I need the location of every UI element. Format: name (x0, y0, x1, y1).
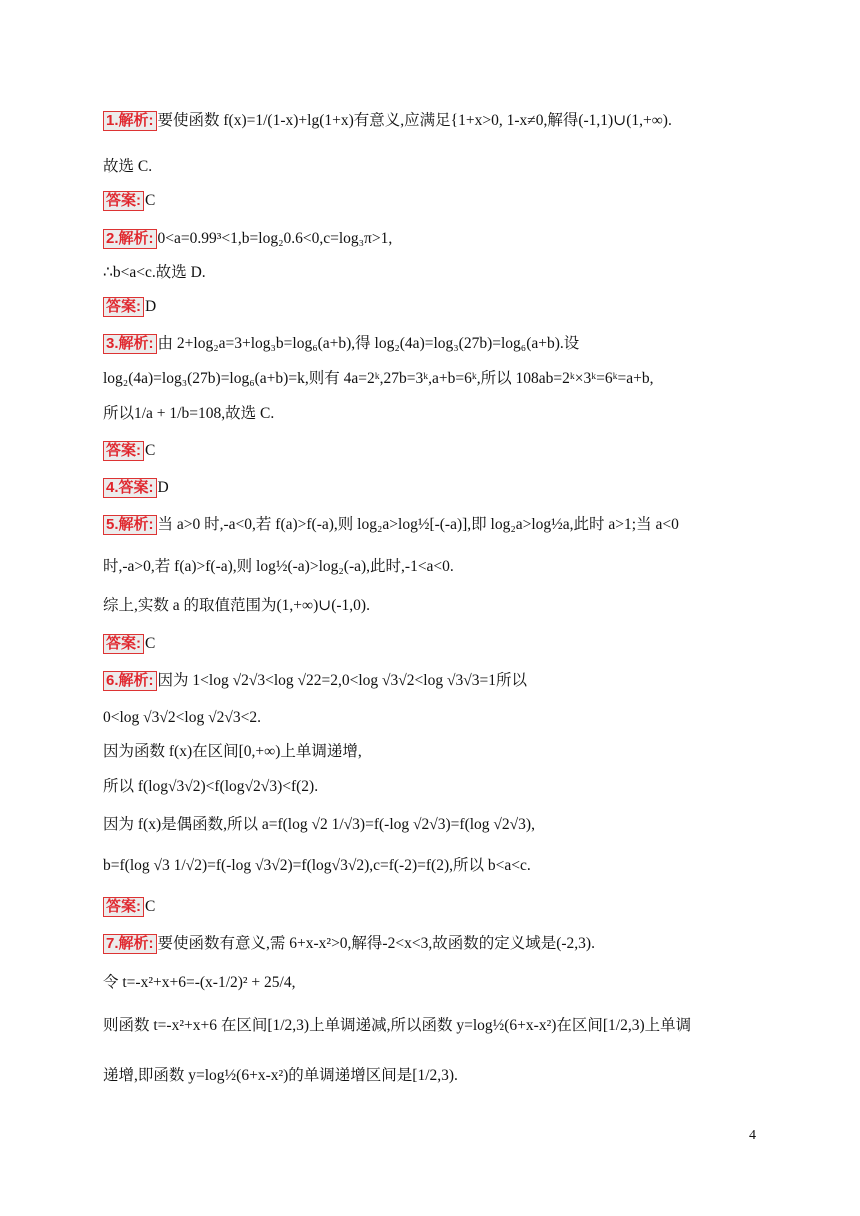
text-line (103, 741, 763, 763)
text-line (103, 514, 763, 536)
text-line (103, 156, 763, 178)
page-number: 4 (749, 1128, 756, 1143)
answer-label: 答案: (103, 441, 144, 461)
line-text: 则函数 t=-x²+x+6 在区间[1/2,3)上单调递减,所以函数 y=log½(6+x-x²)在区间[1/2,3)上单调 (103, 1017, 692, 1034)
text-line (103, 440, 763, 462)
line-text: 递增,即函数 y=log½(6+x-x²)的单调递增区间是[1/2,3). (103, 1067, 458, 1084)
line-text: 要使函数 f(x)=1/(1-x)+lg(1+x)有意义,应满足{1+x>0, 1-x≠0,解得(-1,1)∪(1,+∞). (157, 112, 672, 129)
line-text: C (145, 442, 156, 459)
line-text: 0<a=0.99³<1,b=log₂0.6<0,c=log₃π>1, (157, 230, 393, 247)
text-line (103, 896, 763, 918)
line-text: 要使函数有意义,需 6+x-x²>0,解得-2<x<3,故函数的定义域是(-2,3). (157, 935, 595, 952)
answer-label: 答案: (103, 297, 144, 317)
answer-label: 4.答案: (103, 478, 157, 498)
line-text: C (145, 635, 156, 652)
text-line (103, 595, 763, 617)
text-line (103, 707, 763, 729)
analysis-label: 5.解析: (103, 515, 157, 535)
line-text: b=f(log √3 1/√2)=f(-log √3√2)=f(log√3√2),c=f(-2)=f(2),所以 b<a<c. (103, 857, 531, 874)
line-text: 综上,实数 a 的取值范围为(1,+∞)∪(-1,0). (103, 597, 370, 614)
line-text: log₂(4a)=log₃(27b)=log₆(a+b)=k,则有 4a=2ᵏ,27b=3ᵏ,a+b=6ᵏ,所以 108ab=2ᵏ×3ᵏ=6ᵏ=a+b, (103, 370, 654, 387)
line-text: 0<log √3√2<log √2√3<2. (103, 709, 261, 726)
text-line (103, 814, 763, 836)
text-line (103, 633, 763, 655)
line-text: 因为 1<log √2√3<log √22=2,0<log √3√2<log √3√3=1所以 (157, 672, 527, 689)
text-line (103, 110, 763, 132)
line-text: 令 t=-x²+x+6=-(x-1/2)² + 25/4, (103, 974, 296, 991)
line-text: D (145, 298, 157, 315)
line-text: C (145, 898, 156, 915)
text-line (103, 403, 763, 425)
analysis-label: 1.解析: (103, 111, 157, 131)
text-line (103, 228, 763, 250)
text-line (103, 972, 763, 994)
text-line (103, 477, 763, 499)
line-text: 因为 f(x)是偶函数,所以 a=f(log √2 1/√3)=f(-log √2√3)=f(log √2√3), (103, 816, 535, 833)
line-text: D (157, 479, 169, 496)
answer-label: 答案: (103, 634, 144, 654)
answer-label: 答案: (103, 191, 144, 211)
text-line (103, 296, 763, 318)
line-text: 当 a>0 时,-a<0,若 f(a)>f(-a),则 log₂a>log½[-(-a)],即 log₂a>log½a,此时 a>1;当 a<0 (157, 516, 679, 533)
analysis-label: 2.解析: (103, 229, 157, 249)
text-line (103, 190, 763, 212)
text-line (103, 933, 763, 955)
analysis-label: 6.解析: (103, 671, 157, 691)
analysis-label: 7.解析: (103, 934, 157, 954)
text-line (103, 556, 763, 578)
line-text: C (145, 192, 156, 209)
text-line (103, 262, 763, 284)
text-line (103, 776, 763, 798)
text-line (103, 368, 763, 390)
line-text: 故选 C. (103, 158, 153, 175)
text-line (103, 333, 763, 355)
line-text: 由 2+log₂a=3+log₃b=log₆(a+b),得 log₂(4a)=log₃(27b)=log₆(a+b).设 (157, 335, 580, 352)
text-line (103, 1015, 763, 1037)
text-line (103, 670, 763, 692)
line-text: 所以1/a + 1/b=108,故选 C. (103, 405, 275, 422)
line-text: 因为函数 f(x)在区间[0,+∞)上单调递增, (103, 743, 362, 760)
answer-label: 答案: (103, 897, 144, 917)
analysis-label: 3.解析: (103, 334, 157, 354)
text-line (103, 855, 763, 877)
line-text: ∴b<a<c.故选 D. (103, 264, 206, 281)
line-text: 时,-a>0,若 f(a)>f(-a),则 log½(-a)>log₂(-a),此时,-1<a<0. (103, 558, 454, 575)
text-line (103, 1065, 763, 1087)
line-text: 所以 f(log√3√2)<f(log√2√3)<f(2). (103, 778, 319, 795)
